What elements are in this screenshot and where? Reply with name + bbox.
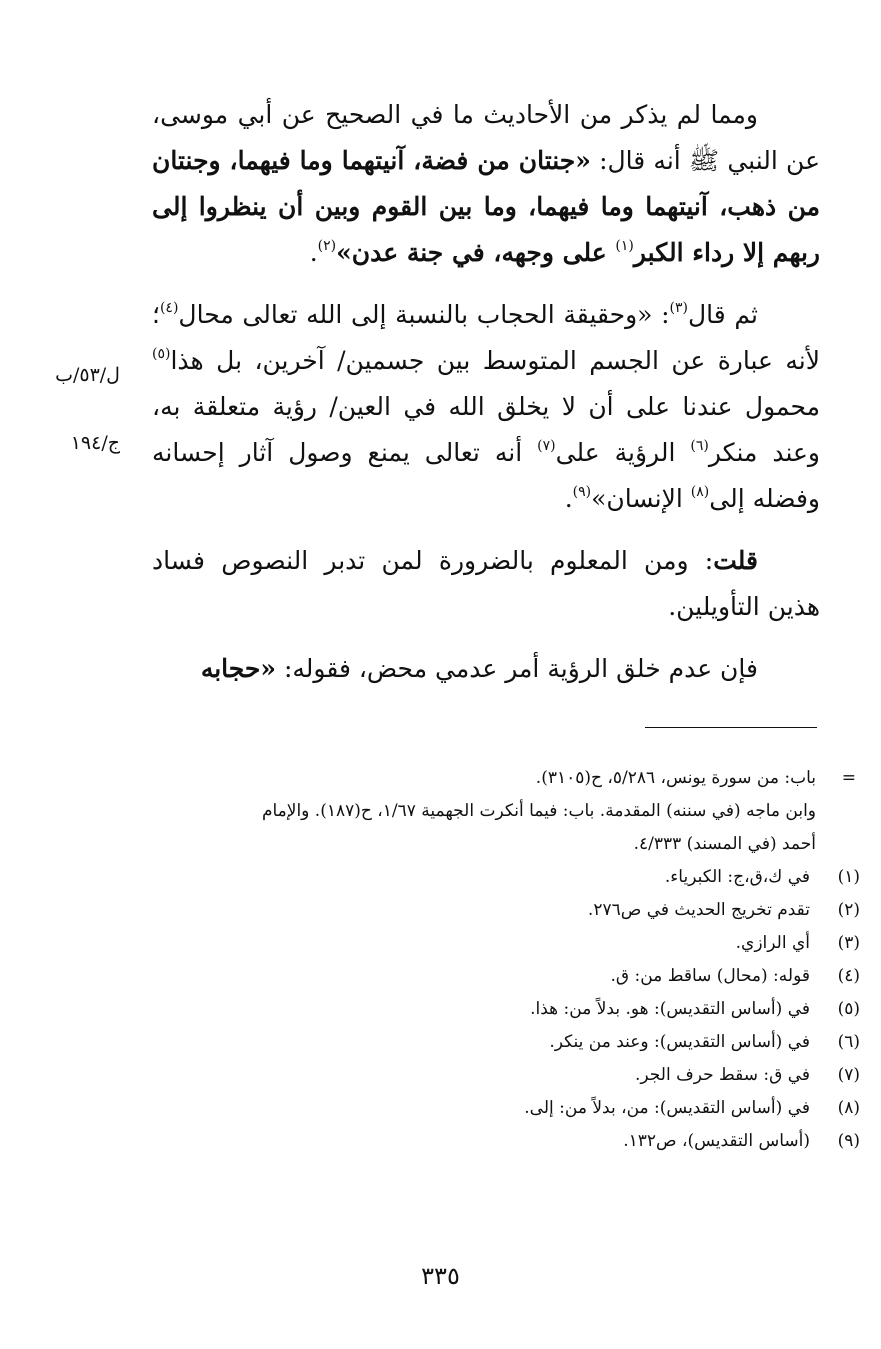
footnotes — [250, 762, 860, 1158]
footnote-ref: (٦) — [690, 438, 709, 454]
footnote-item — [250, 1125, 860, 1158]
footnote-number: (٨) — [837, 1098, 860, 1118]
footnote-ref: (٩) — [572, 484, 592, 500]
qultu-label: قلت — [713, 546, 758, 575]
text-run: : «وحقيقة الحجاب بالنسبة إلى الله تعالى محال — [178, 300, 670, 329]
quote-start: «حجابه — [200, 654, 277, 683]
paragraph-quote — [152, 292, 820, 522]
footnote-separator — [645, 727, 817, 728]
hadith-quote: «جنتان من فضة، آنيتهما وما فيهما، وجنتان من ذهب، آنيتهما وما فيهما، وما بين القوم وبين أن ينظروا إلى ربهم إلا رداء الكبر — [152, 146, 820, 267]
paragraph-comment — [152, 538, 820, 630]
footnote-number: (٦) — [837, 1032, 860, 1052]
footnote-ref: (٢) — [317, 238, 337, 254]
text-run: محمول عندنا على أن لا يخلق الله في العين/ رؤية متعلقة به، وعند منكر — [152, 392, 821, 467]
text-run: فإن عدم خلق الرؤية أمر عدمي محض، فقوله: — [276, 654, 758, 683]
footnote-item — [250, 960, 860, 993]
footnote-ref: (٣) — [669, 300, 688, 316]
paragraph-continue — [152, 646, 820, 692]
text-run: . — [309, 238, 318, 267]
footnote-text: (أساس التقديس)، ص١٣٢. — [623, 1131, 810, 1151]
main-text — [152, 92, 820, 708]
paragraph-hadith — [152, 92, 820, 276]
footnote-text: قوله: (محال) ساقط من: ق. — [610, 966, 810, 986]
footnote-item — [250, 861, 860, 894]
footnote-ref: (٧) — [537, 438, 556, 454]
footnote-text: في ك،ق،ج: الكبرياء. — [664, 867, 810, 887]
footnote-ref: (٤) — [159, 300, 179, 316]
text-run: : ومن المعلوم بالضرورة لمن تدبر النصوص فساد هذين التأويلين. — [152, 546, 820, 621]
footnote-number: (٤) — [837, 966, 860, 986]
footnote-item — [250, 927, 860, 960]
margin-note-manuscript-j: ج/١٩٤ — [70, 432, 120, 454]
continuation-mark: = — [841, 768, 856, 788]
text-run: ؛ لأنه عبارة عن الجسم المتوسط بين جسمين/ آخرين، بل هذا — [152, 300, 820, 375]
footnote-number: (١) — [837, 867, 860, 887]
footnote-text: باب: من سورة يونس، ٥/٢٨٦، ح(٣١٠٥). — [535, 768, 816, 788]
page-number: ٣٣٥ — [421, 1262, 460, 1290]
text-run: الإنسان» — [591, 484, 691, 513]
footnote-number: (٥) — [837, 999, 860, 1019]
footnote-number: (٢) — [837, 900, 860, 920]
footnote-text: تقدم تخريج الحديث في ص٢٧٦. — [587, 900, 810, 920]
text-run: ثم قال — [688, 300, 758, 329]
footnote-ref: (١) — [615, 238, 634, 254]
text-run: الرؤية على — [555, 438, 691, 467]
footnote-number: (٩) — [837, 1131, 860, 1151]
footnote-text: أي الرازي. — [735, 933, 810, 953]
footnote-item — [250, 993, 860, 1026]
footnote-number: (٧) — [837, 1065, 860, 1085]
footnote-number: (٣) — [837, 933, 860, 953]
footnote-continuation — [250, 795, 860, 861]
footnote-text: في ق: سقط حرف الجر. — [635, 1065, 810, 1085]
footnote-ref: (٥) — [152, 346, 171, 362]
margin-note-manuscript-l: ل/٥٣/ب — [55, 364, 120, 386]
footnote-item — [250, 894, 860, 927]
hadith-quote: على وجهه، في جنة عدن» — [336, 238, 616, 267]
footnote-text: وابن ماجه (في سننه) المقدمة. باب: فيما أنكرت الجهمية ١/٦٧، ح(١٨٧). والإمام أحمد (في المسند) ٤/٣٣٣. — [261, 801, 816, 854]
footnote-continuation — [250, 762, 860, 795]
footnote-text: في (أساس التقديس): هو. بدلاً من: هذا. — [530, 999, 810, 1019]
footnote-item — [250, 1092, 860, 1125]
text-run: ومما لم يذكر من الأحاديث ما في الصحيح عن أبي موسى، عن النبي ﷺ أنه قال: — [152, 100, 820, 175]
text-run: أنه تعالى يمنع وصول آثار إحسانه وفضله إلى — [152, 438, 820, 513]
footnote-item — [250, 1059, 860, 1092]
footnote-text: في (أساس التقديس): من، بدلاً من: إلى. — [524, 1098, 810, 1118]
footnote-ref: (٨) — [690, 484, 710, 500]
footnote-text: في (أساس التقديس): وعند من ينكر. — [549, 1032, 810, 1052]
text-run: . — [564, 484, 573, 513]
footnote-item — [250, 1026, 860, 1059]
